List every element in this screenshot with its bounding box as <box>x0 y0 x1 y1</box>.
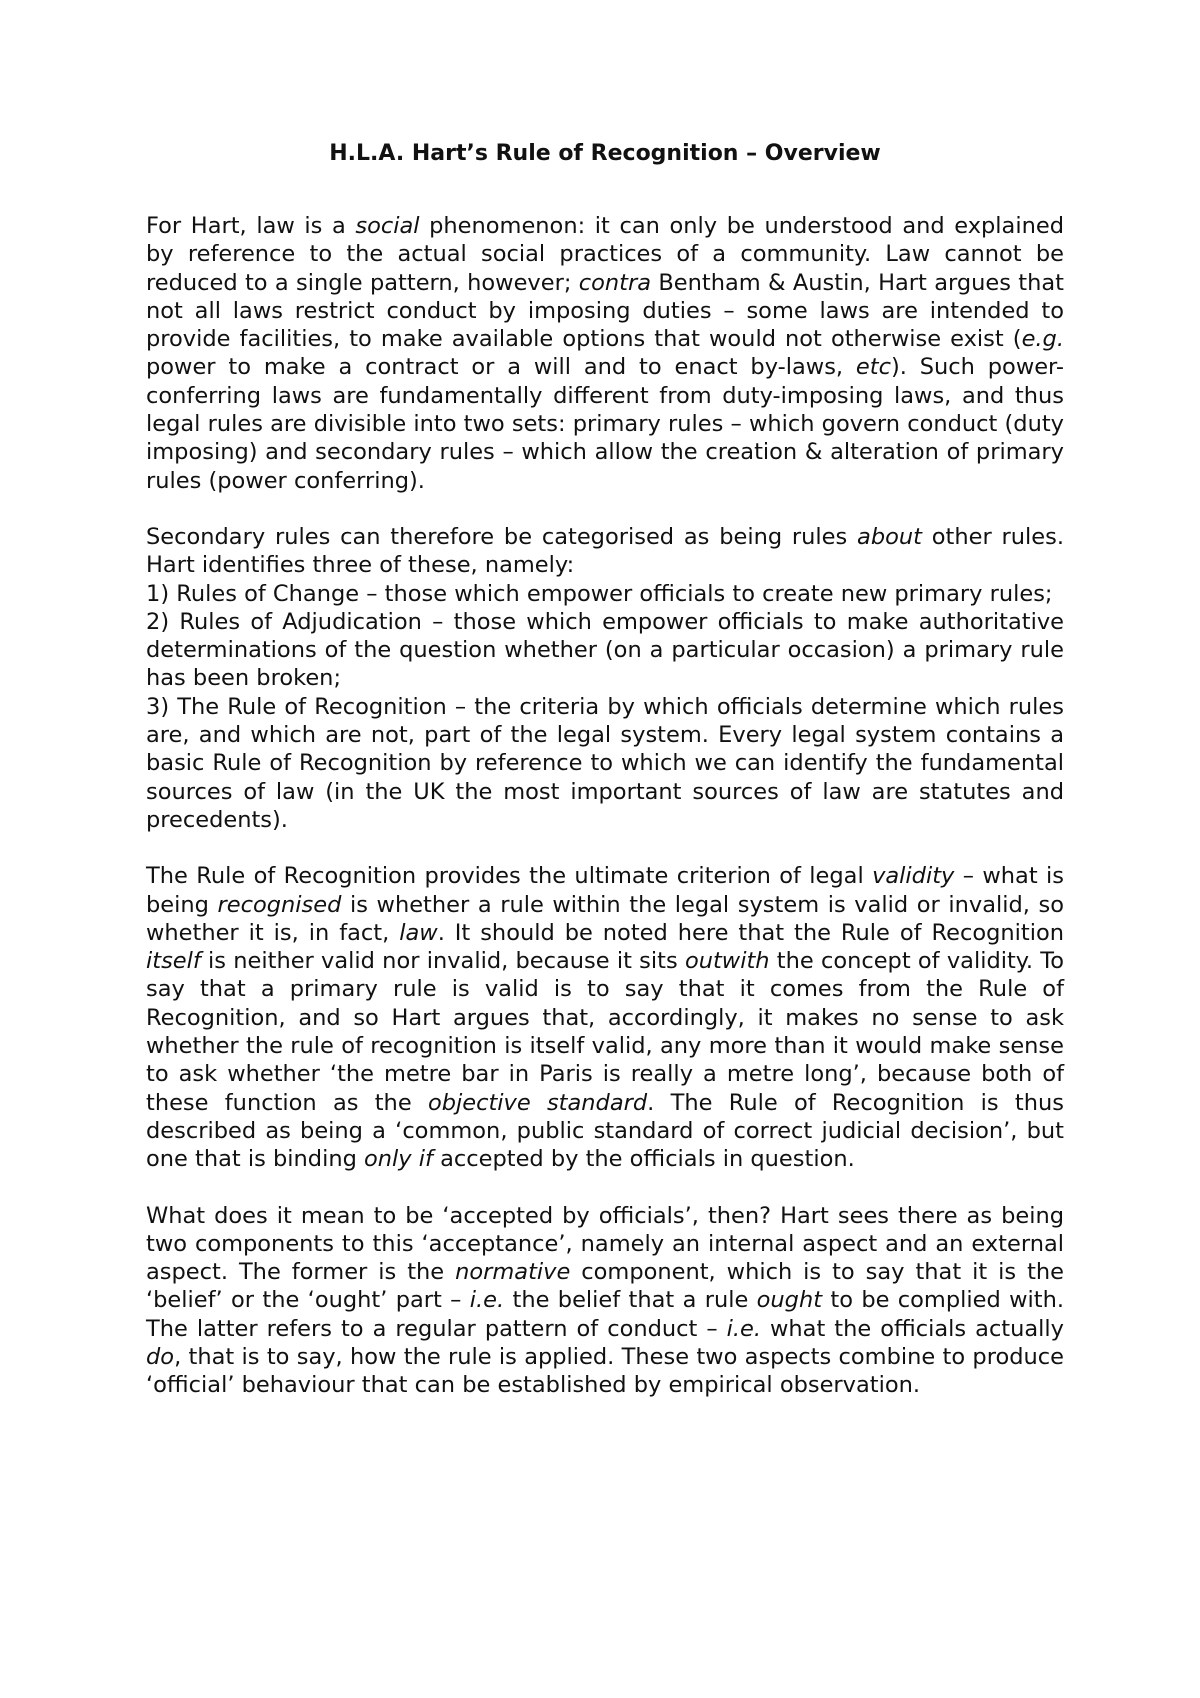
text-run: component, which is to say that it is the ‘belief’ or the ‘ought’ part – <box>146 1259 1064 1314</box>
text-run: what the officials actually <box>761 1315 1064 1342</box>
text-run: accepted by the officials in question. <box>432 1146 855 1173</box>
italic-run: about <box>857 523 922 550</box>
italic-run: e.g. <box>1021 326 1064 353</box>
text-run: – what is being <box>146 863 1064 918</box>
text-run: The Rule of Recognition provides the ultimate criterion of legal <box>146 863 873 890</box>
italic-run: do <box>146 1343 175 1370</box>
text-run: For Hart, law is a <box>146 213 356 239</box>
list-item-rules-of-adjudication: 2) Rules of Adjudication – those which empower officials to make authoritative determinations of the question whether (on a particular occasion) a primary rule has been broken; <box>146 608 1064 692</box>
paragraph-secondary-rules-intro <box>146 523 1064 580</box>
italic-run: recognised <box>217 891 342 918</box>
paragraph-accepted-by-officials <box>146 1202 1064 1400</box>
text-run: . The Rule of Recognition is thus described as being a ‘common, public standard of correct judicial decision’, but one that is binding <box>146 1089 1064 1173</box>
italic-run: i.e. <box>469 1287 505 1314</box>
text-run: power to make a contract or a will and to enact by-laws, <box>146 354 856 381</box>
text-run: . It should be noted here that the Rule of Recognition <box>437 919 1064 946</box>
italic-run: contra <box>578 269 652 296</box>
italic-run: ought <box>756 1287 823 1314</box>
italic-run: normative <box>455 1259 571 1286</box>
italic-run: validity <box>872 863 955 890</box>
text-run: other rules. Hart identifies three of these, namely: <box>146 523 1064 579</box>
text-run: What does it mean to be ‘accepted by officials’, then? Hart sees there as being two components to this ‘acceptance’, namely an internal aspect and an external aspect. The former is the <box>146 1202 1064 1286</box>
document-title: H.L.A. Hart’s Rule of Recognition – Overview <box>329 141 881 166</box>
italic-run: itself <box>146 948 201 975</box>
italic-run: only if <box>364 1146 433 1173</box>
italic-run: etc <box>855 354 891 381</box>
paragraph-hart-social-phenomenon <box>146 212 1064 495</box>
text-run: Secondary rules can therefore be categorised as being rules <box>146 523 858 550</box>
text-run: the belief that a rule <box>504 1287 757 1314</box>
italic-run: law <box>399 919 438 946</box>
text-run: , that is to say, how the rule is applied. These two aspects combine to produce ‘official’ behaviour that can be established by empirical observation. <box>146 1343 1064 1399</box>
italic-run: social <box>355 213 420 239</box>
text-run: is whether a rule within the legal system is valid or invalid, so whether it is, in fact, <box>146 891 1064 946</box>
text-run: phenomenon: it can only be understood and explained by reference to the actual social practices of a community. Law cannot be reduced to a single pattern, however; <box>146 213 1064 296</box>
text-run: the concept of validity. To say that a primary rule is valid is to say that it comes from the Rule of Recognition, and so Hart argues that, accordingly, it makes no sense to ask whether the rule of recognition is itself valid, any more than it would make sense to ask whether ‘the metre bar in Paris is really a metre long’, because both of these function as the <box>146 948 1064 1116</box>
list-item-rules-of-change: 1) Rules of Change – those which empower officials to create new primary rules; <box>146 580 1053 607</box>
italic-run: i.e. <box>726 1315 762 1342</box>
paragraph-rule-of-recognition-validity <box>146 862 1064 1173</box>
list-item-rule-of-recognition: 3) The Rule of Recognition – the criteria by which officials determine which rules are, and which are not, part of the legal system. Every legal system contains a basic Rule of Recognition by reference to which we can identify the fundamental sources of law (in the UK the most important sources of law are statutes and precedents). <box>146 693 1064 833</box>
document-page <box>146 140 1064 1400</box>
italic-run: objective standard <box>427 1089 648 1116</box>
text-run: ). Such power-conferring laws are fundamentally different from duty-imposing laws, and thus legal rules are divisible into two sets: primary rules – which govern conduct (duty imposing) and secondary rules – which allow the creation & alteration of primary rules (power conferring). <box>146 354 1064 494</box>
text-run: is neither valid nor invalid, because it sits <box>200 948 685 975</box>
italic-run: outwith <box>684 948 770 975</box>
text-run: to be complied with. The latter refers to a regular pattern of conduct – <box>146 1287 1064 1342</box>
text-run: Bentham & Austin, Hart argues that not all laws restrict conduct by imposing duties – some laws are intended to provide facilities, to make available options that would not otherwise exist ( <box>146 269 1064 353</box>
